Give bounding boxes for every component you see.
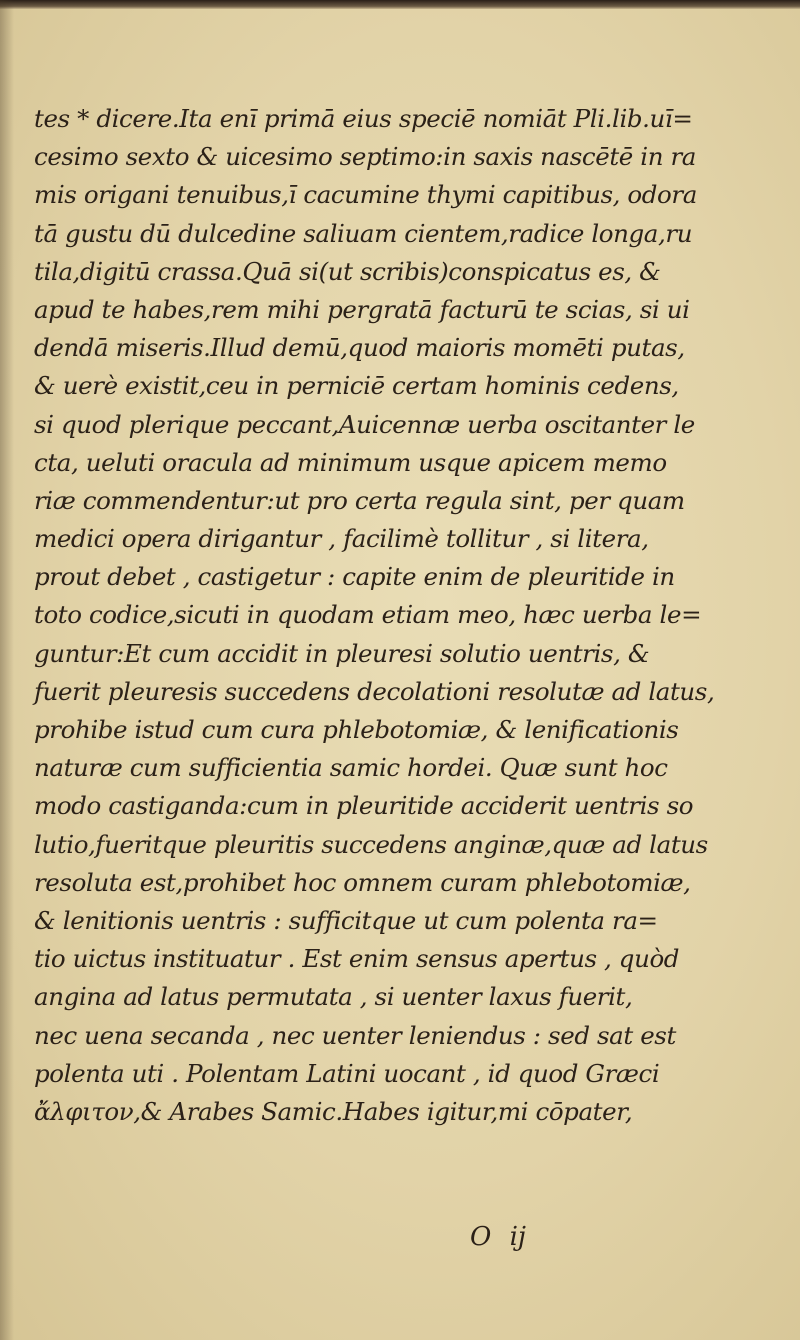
text-line: prout debet , castigetur : capite enim de pleuritide in	[34, 562, 675, 592]
text-line: apud te habes,rem mihi pergratā facturū te scias, si ui	[34, 294, 690, 324]
text-line: tio uictus instituatur . Est enim sensus apertus , quòd	[34, 944, 680, 974]
gutter-shadow	[0, 0, 14, 1340]
text-line: cesimo sexto & uicesimo septimo:in saxis nascētē in ra	[34, 142, 696, 172]
text-line: tes * dicere.Ita enī primā eius speciē nomiāt Pli.lib.uī=	[34, 104, 693, 133]
text-line: si quod plerique peccant,Auicennæ uerba oscitanter le	[34, 409, 695, 439]
text-line: lutio,fueritque pleuritis succedens anginæ,quæ ad latus	[34, 829, 708, 859]
text-line: toto codice,sicuti in quodam etiam meo, hæc uerba le=	[34, 600, 702, 630]
text-line: & uerè existit,ceu in perniciē certam hominis cedens,	[34, 371, 679, 401]
text-line: dendā miseris.Illud demū,quod maioris momēti putas,	[34, 333, 685, 363]
text-line: tila,digitū crassa.Quā si(ut scribis)conspicatus es, &	[34, 256, 661, 286]
text-line: guntur:Et cum accidit in pleuresi solutio uentris, &	[34, 638, 650, 668]
signature-mark: O ij	[470, 1222, 526, 1252]
text-line: nec uena secanda , nec uenter leniendus : sed sat est	[34, 1020, 676, 1050]
text-line: riæ commendentur:ut pro certa regula sint, per quam	[34, 485, 685, 515]
text-line: angina ad latus permutata , si uenter laxus fuerit,	[34, 982, 633, 1012]
body-text	[34, 100, 794, 1131]
text-line: prohibe istud cum cura phlebotomiæ, & lenificationis	[34, 715, 679, 744]
text-line: cta, ueluti oracula ad minimum usque apicem memo	[34, 447, 667, 477]
text-line: medici opera dirigantur , facilimè tollitur , si litera,	[34, 524, 649, 554]
text-line: fuerit pleuresis succedens decolationi resolutæ ad latus,	[34, 676, 715, 706]
text-line: naturæ cum sufficientia samic hordei. Quæ sunt hoc	[34, 753, 668, 783]
text-line: resoluta est,prohibet hoc omnem curam phlebotomiæ,	[34, 867, 691, 897]
text-line: tā gustu dū dulcedine saliuam cientem,radice longa,ru	[34, 218, 693, 248]
text-line: polenta uti . Polentam Latini uocant , id quod Græci	[34, 1058, 660, 1088]
text-line: & lenitionis uentris : sufficitque ut cum polenta ra=	[34, 905, 658, 935]
text-line: ἄλφιτον,& Arabes Samic.Habes igitur,mi cōpater,	[34, 1096, 633, 1126]
text-line: mis origani tenuibus,ī cacumine thymi capitibus, odora	[34, 180, 697, 210]
page-top-edge	[0, 0, 800, 9]
text-line: modo castiganda:cum in pleuritide acciderit uentris so	[34, 791, 694, 821]
